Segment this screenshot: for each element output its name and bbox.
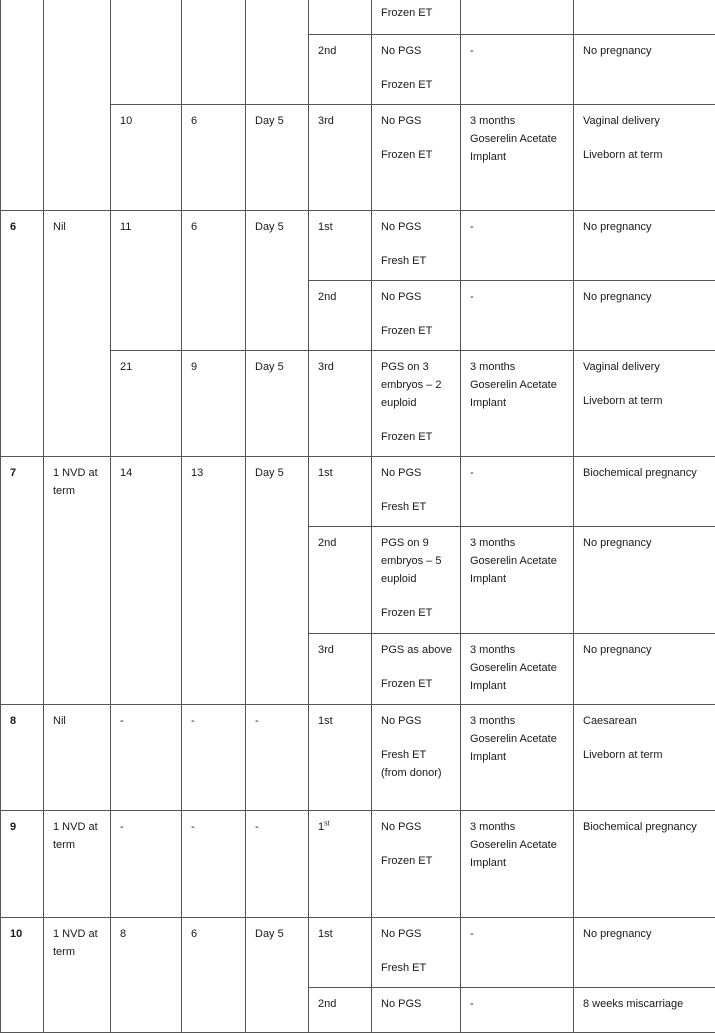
embryos-count: 9 [182,351,246,457]
outcome-line: No pregnancy [583,534,707,552]
pgs-transfer-type [372,634,461,705]
embryo-day: - [246,705,309,811]
embryos-count: - [182,811,246,918]
pgs-line: Frozen ET [381,428,452,446]
pgs-transfer-type [372,705,461,811]
table-row [1,0,715,35]
transfer-number-text: 1st [318,221,333,233]
pgs-transfer-type [372,281,461,351]
outcome-line: Liveborn at term [583,746,707,764]
embryo-day: Day 5 [246,105,309,211]
table-body [1,0,715,1033]
pretreatment [461,211,574,281]
obstetric-history: 1 NVD at term [44,457,111,705]
pretreatment-line: Goserelin Acetate [470,130,565,148]
pretreatment-line: - [470,464,565,482]
oocytes-count: 14 [111,457,182,705]
oocytes-count: - [111,811,182,918]
obstetric-history: 1 NVD at term [44,918,111,1033]
pgs-transfer-type [372,211,461,281]
obstetric-history: Nil [44,705,111,811]
pretreatment-line: Implant [470,570,565,588]
pretreatment-line: - [470,288,565,306]
pretreatment-line: 3 months [470,358,565,376]
pretreatment-line: Goserelin Acetate [470,659,565,677]
patient-number: 8 [1,705,44,811]
embryos-count: - [182,705,246,811]
transfer-number-text: 3rd [318,644,334,656]
transfer-number [309,705,372,811]
pgs-line: Fresh ET [381,498,452,516]
outcome-line: Biochemical pregnancy [583,818,707,836]
outcome [574,457,715,527]
embryos-count [182,0,246,105]
table-row [1,811,715,918]
obstetric-history [44,0,111,211]
transfer-number-text: 2nd [318,45,336,57]
outcome-line: 8 weeks miscarriage [583,995,707,1013]
table-row [1,211,715,281]
pretreatment-line: Goserelin Acetate [470,552,565,570]
outcome [574,527,715,634]
obstetric-history: 1 NVD at term [44,811,111,918]
pgs-transfer-type [372,351,461,457]
transfer-number [309,0,372,35]
pretreatment-line: - [470,42,565,60]
pretreatment-line: - [470,995,565,1013]
transfer-number [309,281,372,351]
outcome-line: No pregnancy [583,42,707,60]
transfer-number-text: 3rd [318,361,334,373]
outcome [574,281,715,351]
outcome [574,988,715,1033]
embryo-day: Day 5 [246,918,309,1033]
transfer-number-suffix: st [324,820,329,827]
embryos-count: 6 [182,105,246,211]
pretreatment-line: Implant [470,394,565,412]
pgs-line: PGS as above [381,641,452,659]
pgs-line: Frozen ET [381,146,452,164]
pretreatment-line: Implant [470,677,565,695]
pgs-transfer-type [372,0,461,35]
transfer-number [309,527,372,634]
pgs-line: Frozen ET [381,322,452,340]
pgs-line: No PGS [381,818,452,836]
outcome [574,918,715,988]
embryo-day: Day 5 [246,351,309,457]
pgs-transfer-type [372,105,461,211]
pgs-line: Fresh ET (from donor) [381,746,452,782]
pretreatment-line: - [470,218,565,236]
transfer-number [309,988,372,1033]
obstetric-history: Nil [44,211,111,457]
embryos-count: 6 [182,918,246,1033]
outcome-line: Caesarean [583,712,707,730]
pgs-transfer-type [372,35,461,105]
pgs-line: Frozen ET [381,675,452,693]
pretreatment [461,811,574,918]
pgs-line: No PGS [381,288,452,306]
patient-number: 9 [1,811,44,918]
oocytes-count [111,0,182,105]
outcome [574,35,715,105]
pgs-line: No PGS [381,112,452,130]
outcome-line: No pregnancy [583,218,707,236]
pretreatment [461,281,574,351]
transfer-number-text: 1st [318,467,333,479]
pretreatment-line: 3 months [470,712,565,730]
pgs-line: No PGS [381,464,452,482]
patient-number: 10 [1,918,44,1033]
pgs-line: PGS on 3 embryos – 2 euploid [381,358,452,412]
outcome [574,811,715,918]
transfer-number [309,811,372,918]
pretreatment [461,918,574,988]
pgs-line: No PGS [381,218,452,236]
pretreatment [461,527,574,634]
pgs-line: Frozen ET [381,4,452,22]
embryos-count: 13 [182,457,246,705]
table-row [1,705,715,811]
pgs-transfer-type [372,918,461,988]
embryo-day: - [246,811,309,918]
oocytes-count: 21 [111,351,182,457]
transfer-number-text: 2nd [318,537,336,549]
pgs-line: Fresh ET [381,959,452,977]
embryo-day [246,0,309,105]
transfer-number-text: 2nd [318,998,336,1010]
pgs-transfer-type [372,811,461,918]
pretreatment [461,705,574,811]
embryo-day: Day 5 [246,211,309,351]
outcome [574,105,715,211]
transfer-number [309,211,372,281]
pretreatment [461,457,574,527]
outcome [574,705,715,811]
outcome [574,634,715,705]
pgs-line: PGS on 9 embryos – 5 euploid [381,534,452,588]
pretreatment-line: Implant [470,854,565,872]
outcome [574,351,715,457]
transfer-number [309,634,372,705]
pretreatment-line: Implant [470,748,565,766]
outcome-line: Vaginal delivery [583,112,707,130]
pgs-line: No PGS [381,712,452,730]
table-row [1,457,715,527]
patient-number [1,0,44,211]
pretreatment [461,35,574,105]
oocytes-count: - [111,705,182,811]
outcome [574,211,715,281]
transfer-number [309,351,372,457]
outcome-line: No pregnancy [583,925,707,943]
patient-number: 6 [1,211,44,457]
transfer-number [309,35,372,105]
oocytes-count: 10 [111,105,182,211]
embryos-count: 6 [182,211,246,351]
outcome-line: No pregnancy [583,288,707,306]
transfer-number-text: 2nd [318,291,336,303]
oocytes-count: 11 [111,211,182,351]
pretreatment [461,351,574,457]
pretreatment-line: Goserelin Acetate [470,836,565,854]
pretreatment-line: Goserelin Acetate [470,376,565,394]
pretreatment-line: 3 months [470,112,565,130]
pgs-line: No PGS [381,42,452,60]
pgs-line: Frozen ET [381,852,452,870]
transfer-number [309,457,372,527]
outcome-line: Vaginal delivery [583,358,707,376]
patient-number: 7 [1,457,44,705]
pretreatment-line: 3 months [470,818,565,836]
pgs-line: Frozen ET [381,604,452,622]
pretreatment [461,0,574,35]
embryo-day: Day 5 [246,457,309,705]
outcome-line: No pregnancy [583,641,707,659]
pretreatment [461,105,574,211]
pgs-transfer-type [372,457,461,527]
pgs-line: No PGS [381,925,452,943]
pgs-transfer-type [372,988,461,1033]
pretreatment [461,988,574,1033]
transfer-number [309,105,372,211]
outcome-line: Biochemical pregnancy [583,464,707,482]
outcome [574,0,715,35]
pgs-line: Frozen ET [381,76,452,94]
pretreatment-line: - [470,925,565,943]
transfer-number-text: 3rd [318,115,334,127]
oocytes-count: 8 [111,918,182,1033]
pretreatment-line: Goserelin Acetate [470,730,565,748]
outcome-line: Liveborn at term [583,392,707,410]
pgs-line: No PGS [381,995,452,1013]
transfer-number [309,918,372,988]
table-row [1,918,715,988]
pretreatment-line: Implant [470,148,565,166]
transfer-number-text: 1 [318,821,324,833]
transfer-number-text: 1st [318,928,333,940]
transfer-number-text: 1st [318,715,333,727]
outcome-line: Liveborn at term [583,146,707,164]
pgs-line: Fresh ET [381,252,452,270]
pretreatment-line: 3 months [470,534,565,552]
pretreatment [461,634,574,705]
pgs-transfer-type [372,527,461,634]
pretreatment-line: 3 months [470,641,565,659]
